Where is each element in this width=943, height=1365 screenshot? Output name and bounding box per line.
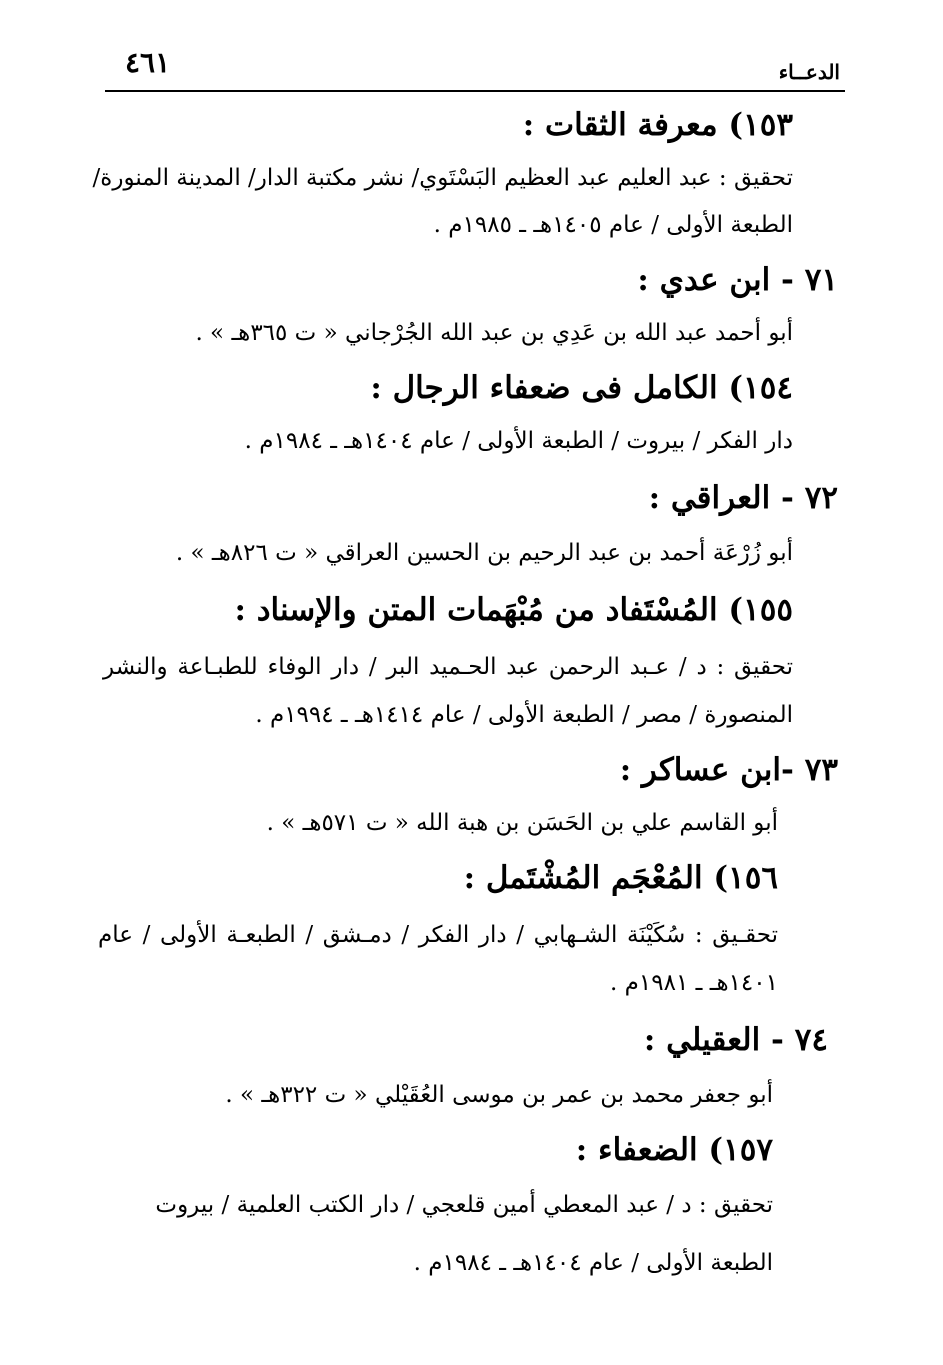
book-details-line: دار الفكر / بيروت / الطبعة الأولى / عام ١٤٠٤هـ ـ ١٩٨٤م . <box>244 428 793 454</box>
book-details-line: الطبعة الأولى / عام ١٤٠٤هـ ـ ١٩٨٤م . <box>413 1250 773 1276</box>
author-heading: ٧١ - ابن عدي : <box>637 262 838 298</box>
author-bio: أبو زُرْعَة أحمد بن عبد الرحيم بن الحسين العراقي « ت ٨٢٦هـ » . <box>175 540 793 566</box>
author-bio: أبو القاسم علي بن الحَسَن بن هبة الله « ت ٥٧١هـ » . <box>266 810 778 836</box>
author-bio: أبو جعفر محمد بن عمر بن موسى العُقَيْلي « ت ٣٢٢هـ » . <box>225 1082 773 1108</box>
author-heading: ٧٤ - العقيلي : <box>643 1022 828 1058</box>
book-details-line: المنصورة / مصر / الطبعة الأولى / عام ١٤١٤هـ ـ ١٩٩٤م . <box>255 702 793 728</box>
book-title: ١٥٥) المُسْتَفاد من مُبْهَمات المتن والإسناد : <box>234 592 793 628</box>
book-details-line: تحقيق : د / عـبد الرحمن عبد الحـميد البر / دار الوفاء للطبـاعة والنشر <box>103 654 793 680</box>
author-bio: أبو أحمد عبد الله بن عَدِي بن عبد الله الجُرْجاني « ت ٣٦٥هـ » . <box>195 320 793 346</box>
book-details-line: تحقيق : د / عبد المعطي أمين قلعجي / دار الكتب العلمية / بيروت <box>155 1192 773 1218</box>
author-heading: ٧٣ -ابن عساكر : <box>619 752 838 788</box>
author-heading: ٧٢ - العراقي : <box>648 480 838 516</box>
book-details-line: ١٤٠١هـ ـ ١٩٨١م . <box>610 970 778 996</box>
book-details-line: الطبعة الأولى / عام ١٤٠٥هـ ـ ١٩٨٥م . <box>433 212 793 238</box>
page-number: ٤٦١ <box>125 46 171 79</box>
book-title: ١٥٦) المُعْجَم المُشْتَمل : <box>463 860 778 896</box>
book-title: ١٥٧) الضعفاء : <box>575 1132 773 1168</box>
book-details-line: تحقيق : عبد العليم عبد العظيم البَسْتَوي/ نشر مكتبة الدار/ المدينة المنورة/ <box>92 165 793 191</box>
book-details-line: تحقـيق : سُكَيْنَة الشـهابي / دار الفكر / دمـشق / الطبعـة الأولى / عام <box>98 922 778 948</box>
book-title: ١٥٣) معرفة الثقات : <box>522 107 793 143</box>
book-title: ١٥٤) الكامل فى ضعفاء الرجال : <box>370 370 793 406</box>
page-header <box>105 40 845 92</box>
running-head: الدعــاء <box>778 60 840 84</box>
